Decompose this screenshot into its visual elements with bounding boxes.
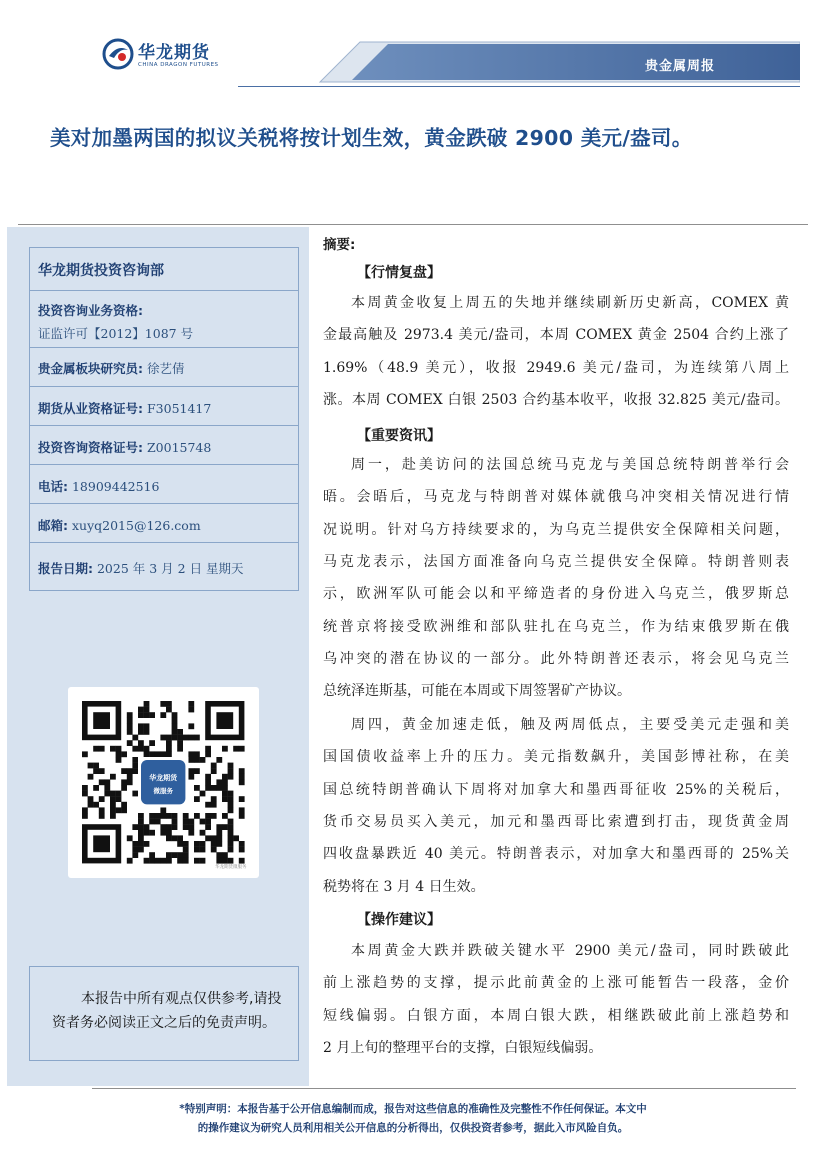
text-line: 税势将在 3 月 4 日生效。 (323, 878, 485, 895)
email-row (30, 504, 298, 543)
text-line: 前上涨趋势的支撑，提示此前黄金的上涨可能暂告一段落，金价 (323, 975, 789, 992)
text-line: 金最高触及 2973.4 美元/盎司，本周 COMEX 黄金 2504 合约上涨了 (323, 327, 789, 344)
text-line: 况说明。针对乌方持续要求的，为乌克兰提供安全保障相关问题， (323, 521, 789, 538)
futures-cert-label: 期货从业资格证号: (38, 401, 143, 416)
text-line: 本周黄金大跌并跌破关键水平 2900 美元/盎司，同时跌破此 (351, 943, 789, 959)
text-line: 国国债收益率上升的压力。美元指数飙升，美国彭博社称，在美 (323, 749, 789, 766)
dept-header (30, 248, 298, 291)
qr-code-image (68, 687, 259, 878)
advisory-cert-label: 投资咨询资格证号: (38, 440, 143, 455)
qr-brand-text: 华龙期货 (149, 774, 178, 783)
logo-chinese-name: 华龙期货 (138, 43, 210, 63)
footer-disclaimer-line-1: *特别声明：本报告基于公开信息编制而成，报告对这些信息的准确性及完整性不作任何保证。本文中 (179, 1103, 647, 1115)
footer-divider (92, 1088, 796, 1089)
advisory-cert-value: Z0015748 (146, 440, 212, 455)
text-line: 短线偏弱。白银方面，本周白银大跌，相继跌破此前上涨趋势和 (323, 1007, 789, 1024)
futures-cert-value: F3051417 (146, 401, 212, 416)
news-heading: 【重要资讯】 (357, 428, 441, 444)
text-line: 乌冲突的潜在协议的一部分。此外特朗普还表示，将会见乌克兰 (323, 650, 789, 667)
text-line: 四收盘暴跌近 40 美元。特朗普表示，对加拿大和墨西哥的 25%关 (323, 846, 789, 863)
advice-heading: 【操作建议】 (357, 912, 441, 928)
date-value: 2025 年 3 月 2 日 星期天 (96, 561, 244, 576)
text-line: 本周黄金收复上周五的失地并继续刷新历史新高，COMEX 黄 (351, 295, 789, 311)
futures-cert-row (30, 387, 298, 426)
text-line: 1.69%（48.9 美元），收报 2949.6 美元/盎司，为连续第八周上 (323, 359, 789, 376)
text-line: 马克龙表示，法国方面准备向乌克兰提供安全保障。特朗普则表 (323, 553, 789, 570)
advisory-cert-row (30, 426, 298, 465)
disclaimer-note-box (29, 966, 299, 1061)
title-divider (18, 224, 808, 225)
text-line: 涨。本周 COMEX 白银 2503 合约基本收平，收报 32.825 美元/盎司。 (323, 391, 789, 408)
researcher-name: 徐艺倩 (146, 361, 185, 376)
footer-disclaimer-line-2: 的操作建议为研究人员利用相关公开信息的分析得出，仅供投资者参考，据此入市风险自负。 (197, 1122, 629, 1134)
report-type-label: 贵金属周报 (644, 59, 715, 74)
researcher-row (30, 348, 298, 387)
qr-brand-subtext: 微服务 (153, 787, 173, 796)
date-label: 报告日期: (38, 561, 93, 576)
qr-code-card (68, 687, 259, 878)
text-line: 周一，赴美访问的法国总统马克龙与美国总统特朗普举行会 (351, 457, 789, 473)
text-line: 货币交易员买入美元，加元和墨西哥比索遭到打击，现货黄金周 (323, 813, 789, 830)
text-line: 总统泽连斯基，可能在本周或下周签署矿产协议。 (323, 683, 631, 700)
qualification-value: 证监许可【2012】1087 号 (38, 326, 194, 341)
qualification-row (30, 291, 298, 348)
text-line: 2 月上旬的整理平台的支撑，白银短线偏弱。 (323, 1039, 603, 1056)
abstract-label: 摘要: (323, 237, 356, 253)
qr-caption: 华龙期货微服务 (215, 865, 247, 870)
email-label: 邮箱: (38, 518, 68, 533)
phone-value: 18909442516 (71, 479, 160, 494)
disclaimer-note-text: 本报告中所有观点仅供参考,请投资者务必阅读正文之后的免责声明。 (52, 991, 282, 1031)
researcher-label: 贵金属板块研究员: (38, 361, 143, 376)
text-line: 示，欧洲军队可能会以和平缔造者的身份进入乌克兰，俄罗斯总 (323, 586, 789, 603)
phone-row (30, 465, 298, 504)
phone-label: 电话: (38, 479, 68, 494)
text-line: 国总统特朗普确认下周将对加拿大和墨西哥征收 25%的关税后， (323, 781, 789, 798)
report-title: 美对加墨两国的拟议关税将按计划生效，黄金跌破 2900 美元/盎司。 (50, 126, 693, 150)
dept-name: 华龙期货投资咨询部 (38, 263, 164, 279)
logo-english-name: CHINA DRAGON FUTURES (138, 62, 219, 68)
market-review-heading: 【行情复盘】 (357, 265, 441, 281)
date-row (30, 543, 298, 589)
qualification-label: 投资咨询业务资格: (38, 303, 143, 318)
text-line: 晤。会晤后，马克龙与特朗普对媒体就俄乌冲突相关情况进行情 (323, 489, 789, 506)
text-line: 周四，黄金加速走低，触及两周低点，主要受美元走强和美 (351, 717, 789, 733)
text-line: 统普京将接受欧洲维和部队驻扎在乌克兰，作为结束俄罗斯在俄 (323, 618, 789, 635)
contact-info-box (29, 247, 299, 591)
email-value: xuyq2015@126.com (71, 518, 201, 533)
